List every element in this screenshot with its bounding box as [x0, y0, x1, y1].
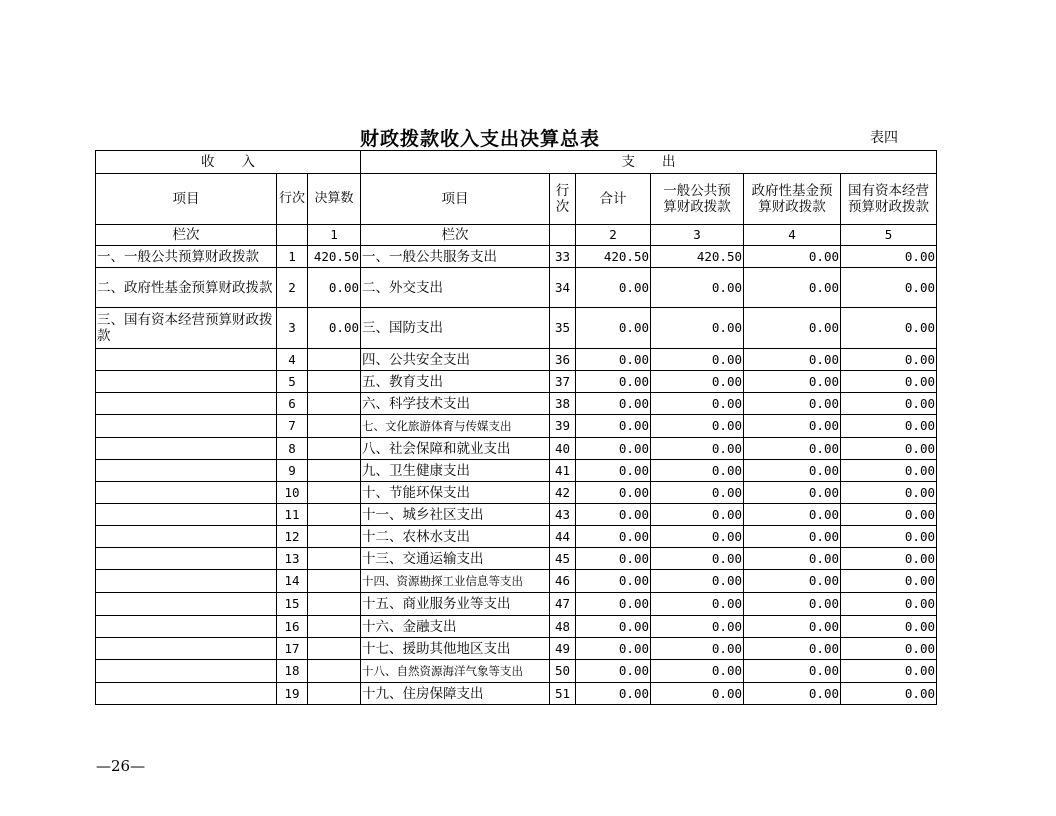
income-line-no: 1	[277, 246, 308, 268]
expense-item: 十七、援助其他地区支出	[361, 638, 550, 660]
income-line-no: 15	[277, 593, 308, 616]
income-amount	[308, 482, 361, 504]
expense-line-no: 35	[550, 308, 576, 349]
expense-line-no: 37	[550, 371, 576, 393]
expense-general-budget: 0.00	[651, 660, 744, 683]
expense-item: 九、卫生健康支出	[361, 460, 550, 482]
expense-line-no: 44	[550, 526, 576, 548]
expense-item: 十六、金融支出	[361, 616, 550, 638]
expense-gov-fund: 0.00	[744, 526, 841, 548]
expense-line-no: 43	[550, 504, 576, 526]
table-row	[96, 526, 937, 548]
income-line-no: 10	[277, 482, 308, 504]
table-row	[96, 482, 937, 504]
expense-general-budget: 0.00	[651, 460, 744, 482]
income-amount	[308, 683, 361, 705]
income-item	[96, 548, 277, 570]
seq-5: 5	[841, 225, 937, 246]
expense-gov-fund: 0.00	[744, 570, 841, 593]
table-number: 表四	[870, 130, 898, 146]
expense-state-capital: 0.00	[841, 415, 937, 438]
income-amount	[308, 415, 361, 438]
expense-total: 0.00	[576, 415, 651, 438]
expense-general-budget: 420.50	[651, 246, 744, 268]
income-line-no: 11	[277, 504, 308, 526]
table-row	[96, 638, 937, 660]
expense-state-capital: 0.00	[841, 308, 937, 349]
income-amount	[308, 548, 361, 570]
income-line-no: 14	[277, 570, 308, 593]
table-row	[96, 460, 937, 482]
seq-label: 栏次	[96, 225, 277, 246]
col-header-final-amount: 决算数	[308, 174, 361, 225]
expense-line-no: 41	[550, 460, 576, 482]
expense-line-no: 46	[550, 570, 576, 593]
income-item: 二、政府性基金预算财政拨款	[96, 268, 277, 308]
seq-empty	[550, 225, 576, 246]
income-line-no: 7	[277, 415, 308, 438]
income-line-no: 12	[277, 526, 308, 548]
table-row	[96, 438, 937, 460]
expense-line-no: 42	[550, 482, 576, 504]
expense-total: 0.00	[576, 460, 651, 482]
expense-item: 十、节能环保支出	[361, 482, 550, 504]
expense-general-budget: 0.00	[651, 393, 744, 415]
expense-item: 十九、住房保障支出	[361, 683, 550, 705]
expense-line-no: 34	[550, 268, 576, 308]
expense-line-no: 48	[550, 616, 576, 638]
expense-item: 五、教育支出	[361, 371, 550, 393]
seq-3: 3	[651, 225, 744, 246]
expense-gov-fund: 0.00	[744, 393, 841, 415]
income-item	[96, 660, 277, 683]
seq-4: 4	[744, 225, 841, 246]
expense-gov-fund: 0.00	[744, 638, 841, 660]
report-table	[95, 150, 937, 705]
expense-general-budget: 0.00	[651, 308, 744, 349]
income-item	[96, 504, 277, 526]
income-line-no: 13	[277, 548, 308, 570]
expense-gov-fund: 0.00	[744, 616, 841, 638]
expense-total: 0.00	[576, 616, 651, 638]
income-line-no: 5	[277, 371, 308, 393]
expense-state-capital: 0.00	[841, 526, 937, 548]
expense-general-budget: 0.00	[651, 638, 744, 660]
col-header-item-expense: 项目	[361, 174, 550, 225]
expense-item: 七、文化旅游体育与传媒支出	[361, 415, 550, 438]
income-line-no: 16	[277, 616, 308, 638]
expense-total: 0.00	[576, 268, 651, 308]
income-item	[96, 482, 277, 504]
income-amount	[308, 593, 361, 616]
expense-gov-fund: 0.00	[744, 548, 841, 570]
expense-gov-fund: 0.00	[744, 308, 841, 349]
expense-state-capital: 0.00	[841, 548, 937, 570]
income-line-no: 9	[277, 460, 308, 482]
expense-total: 0.00	[576, 683, 651, 705]
expense-total: 0.00	[576, 570, 651, 593]
expense-line-no: 40	[550, 438, 576, 460]
expense-item: 二、外交支出	[361, 268, 550, 308]
expense-total: 0.00	[576, 349, 651, 371]
expense-line-no: 51	[550, 683, 576, 705]
income-amount: 0.00	[308, 308, 361, 349]
expense-general-budget: 0.00	[651, 593, 744, 616]
table-row	[96, 616, 937, 638]
expense-gov-fund: 0.00	[744, 349, 841, 371]
col-header-general-budget: 一般公共预算财政拨款	[651, 174, 744, 225]
table-row	[96, 349, 937, 371]
expense-state-capital: 0.00	[841, 660, 937, 683]
income-amount	[308, 570, 361, 593]
expense-item: 十五、商业服务业等支出	[361, 593, 550, 616]
income-amount	[308, 616, 361, 638]
expense-total: 0.00	[576, 660, 651, 683]
income-item	[96, 393, 277, 415]
seq-1: 1	[308, 225, 361, 246]
expense-general-budget: 0.00	[651, 349, 744, 371]
expense-item: 八、社会保障和就业支出	[361, 438, 550, 460]
expense-general-budget: 0.00	[651, 482, 744, 504]
income-amount: 420.50	[308, 246, 361, 268]
expense-line-no: 36	[550, 349, 576, 371]
income-item	[96, 570, 277, 593]
expense-gov-fund: 0.00	[744, 504, 841, 526]
expense-total: 0.00	[576, 504, 651, 526]
income-amount: 0.00	[308, 268, 361, 308]
expense-total: 0.00	[576, 393, 651, 415]
income-amount	[308, 504, 361, 526]
expense-line-no: 39	[550, 415, 576, 438]
income-item	[96, 616, 277, 638]
expense-gov-fund: 0.00	[744, 268, 841, 308]
expense-general-budget: 0.00	[651, 504, 744, 526]
income-amount	[308, 526, 361, 548]
expense-state-capital: 0.00	[841, 460, 937, 482]
income-item	[96, 593, 277, 616]
income-amount	[308, 638, 361, 660]
income-amount	[308, 660, 361, 683]
expense-general-budget: 0.00	[651, 616, 744, 638]
income-line-no: 4	[277, 349, 308, 371]
expense-item: 四、公共安全支出	[361, 349, 550, 371]
income-line-no: 17	[277, 638, 308, 660]
expense-general-budget: 0.00	[651, 415, 744, 438]
expense-total: 0.00	[576, 526, 651, 548]
col-header-line-no: 行次	[277, 174, 308, 225]
expense-item: 三、国防支出	[361, 308, 550, 349]
income-item	[96, 526, 277, 548]
income-item	[96, 371, 277, 393]
income-line-no: 3	[277, 308, 308, 349]
expense-section-header: 支 出	[361, 151, 937, 174]
expense-state-capital: 0.00	[841, 638, 937, 660]
table-row	[96, 593, 937, 616]
expense-gov-fund: 0.00	[744, 246, 841, 268]
expense-general-budget: 0.00	[651, 438, 744, 460]
expense-general-budget: 0.00	[651, 526, 744, 548]
expense-line-no: 50	[550, 660, 576, 683]
expense-general-budget: 0.00	[651, 548, 744, 570]
table-row	[96, 308, 937, 349]
income-amount	[308, 371, 361, 393]
table-row	[96, 393, 937, 415]
income-line-no: 18	[277, 660, 308, 683]
income-item	[96, 460, 277, 482]
table-row	[96, 660, 937, 683]
seq-empty	[277, 225, 308, 246]
col-header-state-capital: 国有资本经营预算财政拨款	[841, 174, 937, 225]
expense-gov-fund: 0.00	[744, 438, 841, 460]
income-line-no: 8	[277, 438, 308, 460]
page-number: —26—	[96, 757, 146, 775]
income-amount	[308, 393, 361, 415]
expense-general-budget: 0.00	[651, 683, 744, 705]
table-row	[96, 548, 937, 570]
expense-gov-fund: 0.00	[744, 482, 841, 504]
table-row	[96, 570, 937, 593]
expense-state-capital: 0.00	[841, 683, 937, 705]
expense-state-capital: 0.00	[841, 482, 937, 504]
expense-total: 0.00	[576, 371, 651, 393]
expense-state-capital: 0.00	[841, 438, 937, 460]
expense-total: 0.00	[576, 482, 651, 504]
page-title: 财政拨款收入支出决算总表	[360, 128, 601, 150]
expense-line-no: 47	[550, 593, 576, 616]
income-line-no: 2	[277, 268, 308, 308]
seq-label-expense: 栏次	[361, 225, 550, 246]
income-item	[96, 438, 277, 460]
income-item	[96, 638, 277, 660]
expense-state-capital: 0.00	[841, 349, 937, 371]
expense-state-capital: 0.00	[841, 504, 937, 526]
table-row	[96, 415, 937, 438]
expense-item: 十三、交通运输支出	[361, 548, 550, 570]
expense-state-capital: 0.00	[841, 393, 937, 415]
income-amount	[308, 349, 361, 371]
income-amount	[308, 438, 361, 460]
expense-line-no: 49	[550, 638, 576, 660]
expense-total: 0.00	[576, 308, 651, 349]
expense-item: 一、一般公共服务支出	[361, 246, 550, 268]
expense-gov-fund: 0.00	[744, 371, 841, 393]
table-row	[96, 268, 937, 308]
seq-2: 2	[576, 225, 651, 246]
expense-gov-fund: 0.00	[744, 415, 841, 438]
expense-item: 十四、资源勘探工业信息等支出	[361, 570, 550, 593]
expense-gov-fund: 0.00	[744, 660, 841, 683]
expense-state-capital: 0.00	[841, 268, 937, 308]
col-header-line-no-expense: 行 次	[550, 174, 576, 225]
col-header-total: 合计	[576, 174, 651, 225]
expense-line-no: 45	[550, 548, 576, 570]
income-section-header: 收 入	[96, 151, 361, 174]
income-item: 一、一般公共预算财政拨款	[96, 246, 277, 268]
income-item	[96, 415, 277, 438]
expense-general-budget: 0.00	[651, 570, 744, 593]
expense-state-capital: 0.00	[841, 371, 937, 393]
income-item: 三、国有资本经营预算财政拨款	[96, 308, 277, 349]
expense-general-budget: 0.00	[651, 371, 744, 393]
expense-item: 十二、农林水支出	[361, 526, 550, 548]
expense-total: 420.50	[576, 246, 651, 268]
expense-line-no: 33	[550, 246, 576, 268]
expense-state-capital: 0.00	[841, 593, 937, 616]
income-item	[96, 683, 277, 705]
expense-line-no: 38	[550, 393, 576, 415]
table-row	[96, 683, 937, 705]
expense-item: 十八、自然资源海洋气象等支出	[361, 660, 550, 683]
income-line-no: 19	[277, 683, 308, 705]
table-row	[96, 371, 937, 393]
income-amount	[308, 460, 361, 482]
expense-item: 六、科学技术支出	[361, 393, 550, 415]
expense-state-capital: 0.00	[841, 570, 937, 593]
expense-total: 0.00	[576, 548, 651, 570]
col-header-item: 项目	[96, 174, 277, 225]
expense-total: 0.00	[576, 438, 651, 460]
expense-gov-fund: 0.00	[744, 460, 841, 482]
expense-item: 十一、城乡社区支出	[361, 504, 550, 526]
expense-general-budget: 0.00	[651, 268, 744, 308]
expense-gov-fund: 0.00	[744, 683, 841, 705]
income-line-no: 6	[277, 393, 308, 415]
expense-total: 0.00	[576, 593, 651, 616]
expense-total: 0.00	[576, 638, 651, 660]
expense-state-capital: 0.00	[841, 616, 937, 638]
table-row	[96, 246, 937, 268]
expense-gov-fund: 0.00	[744, 593, 841, 616]
expense-state-capital: 0.00	[841, 246, 937, 268]
income-item	[96, 349, 277, 371]
table-row	[96, 504, 937, 526]
col-header-gov-fund: 政府性基金预算财政拨款	[744, 174, 841, 225]
